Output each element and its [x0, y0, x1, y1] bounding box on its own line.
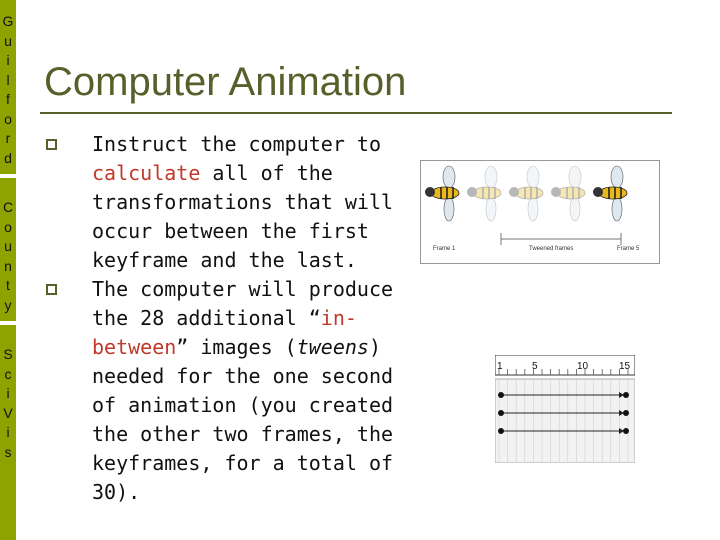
tween-bee-icon	[467, 166, 501, 221]
sidebar-letter: i	[6, 385, 10, 401]
highlighted-term: calculate	[92, 161, 201, 185]
keyframe-dot-icon	[498, 392, 504, 398]
sidebar-letter: o	[4, 110, 12, 127]
slide-title: Computer Animation	[44, 60, 407, 104]
bullet-item	[40, 275, 420, 507]
bullet-list	[40, 130, 420, 507]
sidebar-letter: V	[3, 404, 13, 421]
keyframe-dot-icon	[623, 410, 629, 416]
tweened-frames-label: Tweened frames	[529, 246, 574, 252]
sidebar-letter: u	[4, 238, 12, 254]
italic-term: tweens	[296, 335, 369, 359]
ruler-tick-label: 1	[497, 361, 503, 372]
bullet-marker-icon	[46, 284, 57, 295]
bullet-text: all of the transformations that will occur between the first keyframe and the last.	[92, 161, 394, 272]
sidebar-letter: t	[6, 277, 10, 293]
keyframe-dot-icon	[498, 410, 504, 416]
bullet-text: The computer will produce the 28 additional “	[92, 277, 394, 330]
bullet-item	[40, 130, 420, 275]
sidebar-letter: i	[6, 52, 10, 68]
sidebar-letter: i	[6, 424, 10, 440]
bullet-text: Instruct the computer to	[92, 132, 381, 156]
sidebar-letter: r	[5, 130, 11, 146]
bullet-text: ) needed for the one second of animation (you created the other two frames, the keyframes, for a total of 30).	[92, 335, 394, 504]
sidebar-letter: n	[4, 257, 12, 274]
keyframe-dot-icon	[498, 428, 504, 434]
sidebar-divider	[0, 321, 16, 325]
sidebar-letter: S	[3, 346, 13, 362]
tween-bee-icon	[551, 166, 585, 221]
sidebar-letter: o	[4, 218, 12, 235]
bullet-text: ” images (	[176, 335, 297, 359]
keyframe-bee-icon	[593, 166, 627, 221]
sidebar-letter: s	[4, 443, 12, 460]
sidebar-letter: l	[6, 71, 10, 88]
bullet-marker-icon	[46, 139, 57, 150]
keyframe-dot-icon	[623, 428, 629, 434]
ruler-tick-label: 15	[619, 361, 631, 372]
sidebar-letter: c	[4, 365, 12, 382]
tweening-figure	[420, 160, 660, 264]
frame-5-label: Frame 5	[617, 246, 640, 252]
timeline-figure	[495, 355, 635, 463]
sidebar-letter: u	[4, 32, 12, 49]
sidebar-letter: d	[4, 149, 12, 166]
highlighted-term: in-between	[92, 306, 357, 359]
tween-bee-icon	[509, 166, 543, 221]
sidebar-letter: f	[6, 91, 10, 107]
sidebar-strip	[0, 0, 16, 540]
title-underline	[40, 112, 672, 114]
sidebar-divider	[0, 174, 16, 178]
sidebar-letter: G	[2, 13, 14, 29]
frame-1-label: Frame 1	[433, 246, 456, 252]
sidebar-letter: C	[2, 199, 14, 215]
ruler-tick-label: 5	[532, 361, 538, 372]
keyframe-bee-icon	[425, 166, 459, 221]
sidebar-letter: y	[4, 296, 12, 313]
ruler-tick-label: 10	[577, 361, 589, 372]
keyframe-dot-icon	[623, 392, 629, 398]
